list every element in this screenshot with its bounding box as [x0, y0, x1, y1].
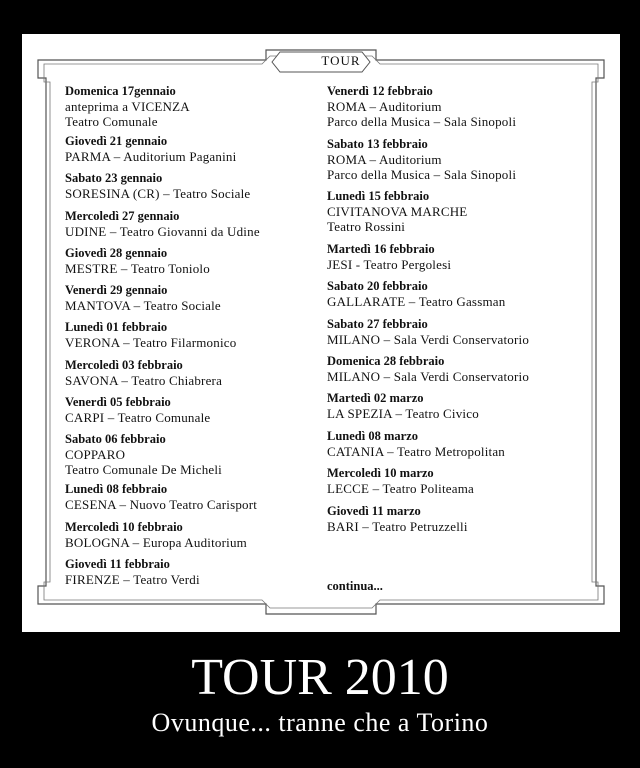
event-date: Giovedì 28 gennaio	[65, 245, 168, 260]
event-venue: FIRENZE – Teatro Verdi	[65, 571, 200, 587]
event-date: Mercoledì 03 febbraio	[65, 357, 183, 372]
event-venue: Teatro Comunale	[65, 114, 158, 129]
event-venue: Parco della Musica – Sala Sinopoli	[327, 166, 517, 182]
event-venue: Teatro Rossini	[327, 219, 406, 235]
event-venue: JESI - Teatro Pergolesi	[327, 256, 452, 272]
list-item	[65, 246, 323, 283]
event-venue: VERONA – Teatro Filarmonico	[65, 335, 237, 351]
list-item	[65, 283, 323, 320]
event-venue: CESENA – Nuovo Teatro Carisport	[65, 497, 258, 513]
event-venue: anteprima a VICENZA	[65, 99, 190, 114]
event-date: Sabato 06 febbraio	[65, 432, 166, 447]
list-item	[65, 482, 323, 519]
event-date: Venerdì 12 febbraio	[327, 84, 433, 98]
tour-poster	[22, 34, 620, 632]
list-item	[65, 171, 323, 208]
list-item	[327, 189, 597, 242]
event-venue: CARPI – Teatro Comunale	[65, 410, 211, 426]
left-column	[65, 84, 323, 594]
event-venue: LECCE – Teatro Politeama	[327, 481, 474, 497]
event-venue: COPPARO	[65, 447, 126, 463]
event-date: Martedì 16 febbraio	[327, 241, 435, 256]
list-item	[65, 209, 323, 246]
list-item	[65, 84, 323, 134]
event-venue: BOLOGNA – Europa Auditorium	[65, 534, 247, 550]
event-date: Giovedì 21 gennaio	[65, 134, 168, 148]
event-date: Domenica 17gennaio	[65, 84, 176, 98]
event-venue: PARMA – Auditorium Paganini	[65, 149, 237, 164]
frame-label: TOUR	[321, 53, 361, 68]
page-title: TOUR 2010	[191, 649, 449, 706]
list-item	[65, 557, 323, 594]
list-item	[327, 429, 597, 466]
list-item	[327, 354, 597, 391]
event-date: Domenica 28 febbraio	[327, 353, 445, 368]
event-date: Mercoledì 10 febbraio	[65, 519, 183, 534]
event-venue: UDINE – Teatro Giovanni da Udine	[65, 223, 260, 239]
event-date: Lunedì 01 febbraio	[65, 320, 168, 335]
event-venue: SAVONA – Teatro Chiabrera	[65, 372, 223, 388]
event-date: Venerdì 29 gennaio	[65, 283, 168, 298]
event-date: Sabato 23 gennaio	[65, 171, 163, 186]
event-venue: ROMA – Auditorium	[327, 151, 442, 167]
event-venue: ROMA – Auditorium	[327, 99, 442, 114]
event-venue: MILANO – Sala Verdi Conservatorio	[327, 331, 530, 347]
event-date: Lunedì 08 febbraio	[65, 482, 168, 497]
list-item	[65, 320, 323, 357]
list-item	[327, 137, 597, 190]
event-date: Mercoledì 27 gennaio	[65, 208, 180, 223]
event-venue: SORESINA (CR) – Teatro Sociale	[65, 186, 251, 202]
event-date: Giovedì 11 febbraio	[65, 556, 170, 571]
list-item	[327, 504, 597, 541]
list-item	[65, 134, 323, 171]
event-venue: MILANO – Sala Verdi Conservatorio	[327, 368, 530, 384]
event-venue: MESTRE – Teatro Toniolo	[65, 260, 210, 276]
event-venue: CIVITANOVA MARCHE	[327, 204, 468, 220]
list-item	[65, 432, 323, 482]
list-item	[327, 466, 597, 503]
list-item	[327, 242, 597, 279]
event-date: Mercoledì 10 marzo	[327, 466, 434, 481]
list-item	[65, 358, 323, 395]
event-venue: CATANIA – Teatro Metropolitan	[327, 443, 505, 459]
event-date: Sabato 13 febbraio	[327, 136, 428, 151]
event-date: Venerdì 05 febbraio	[65, 395, 171, 410]
event-venue: MANTOVA – Teatro Sociale	[65, 298, 221, 314]
event-date: Sabato 27 febbraio	[327, 316, 428, 331]
continue-label: continua...	[327, 579, 383, 593]
event-date: Martedì 02 marzo	[327, 391, 424, 406]
list-item	[327, 317, 597, 354]
list-item	[327, 391, 597, 428]
event-date: Giovedì 11 marzo	[327, 503, 421, 518]
event-date: Lunedì 08 marzo	[327, 428, 418, 443]
event-date: Sabato 20 febbraio	[327, 279, 428, 294]
list-item	[327, 84, 597, 137]
right-column	[327, 84, 597, 541]
event-venue: BARI – Teatro Petruzzelli	[327, 518, 468, 534]
page-subtitle: Ovunque... tranne che a Torino	[151, 708, 489, 737]
event-date: Lunedì 15 febbraio	[327, 189, 430, 204]
event-venue: GALLARATE – Teatro Gassman	[327, 294, 506, 310]
list-item	[65, 520, 323, 557]
list-item	[327, 279, 597, 316]
event-venue: LA SPEZIA – Teatro Civico	[327, 406, 479, 422]
event-venue: Teatro Comunale De Micheli	[65, 462, 222, 478]
event-venue: Parco della Musica – Sala Sinopoli	[327, 114, 517, 129]
list-item	[65, 395, 323, 432]
